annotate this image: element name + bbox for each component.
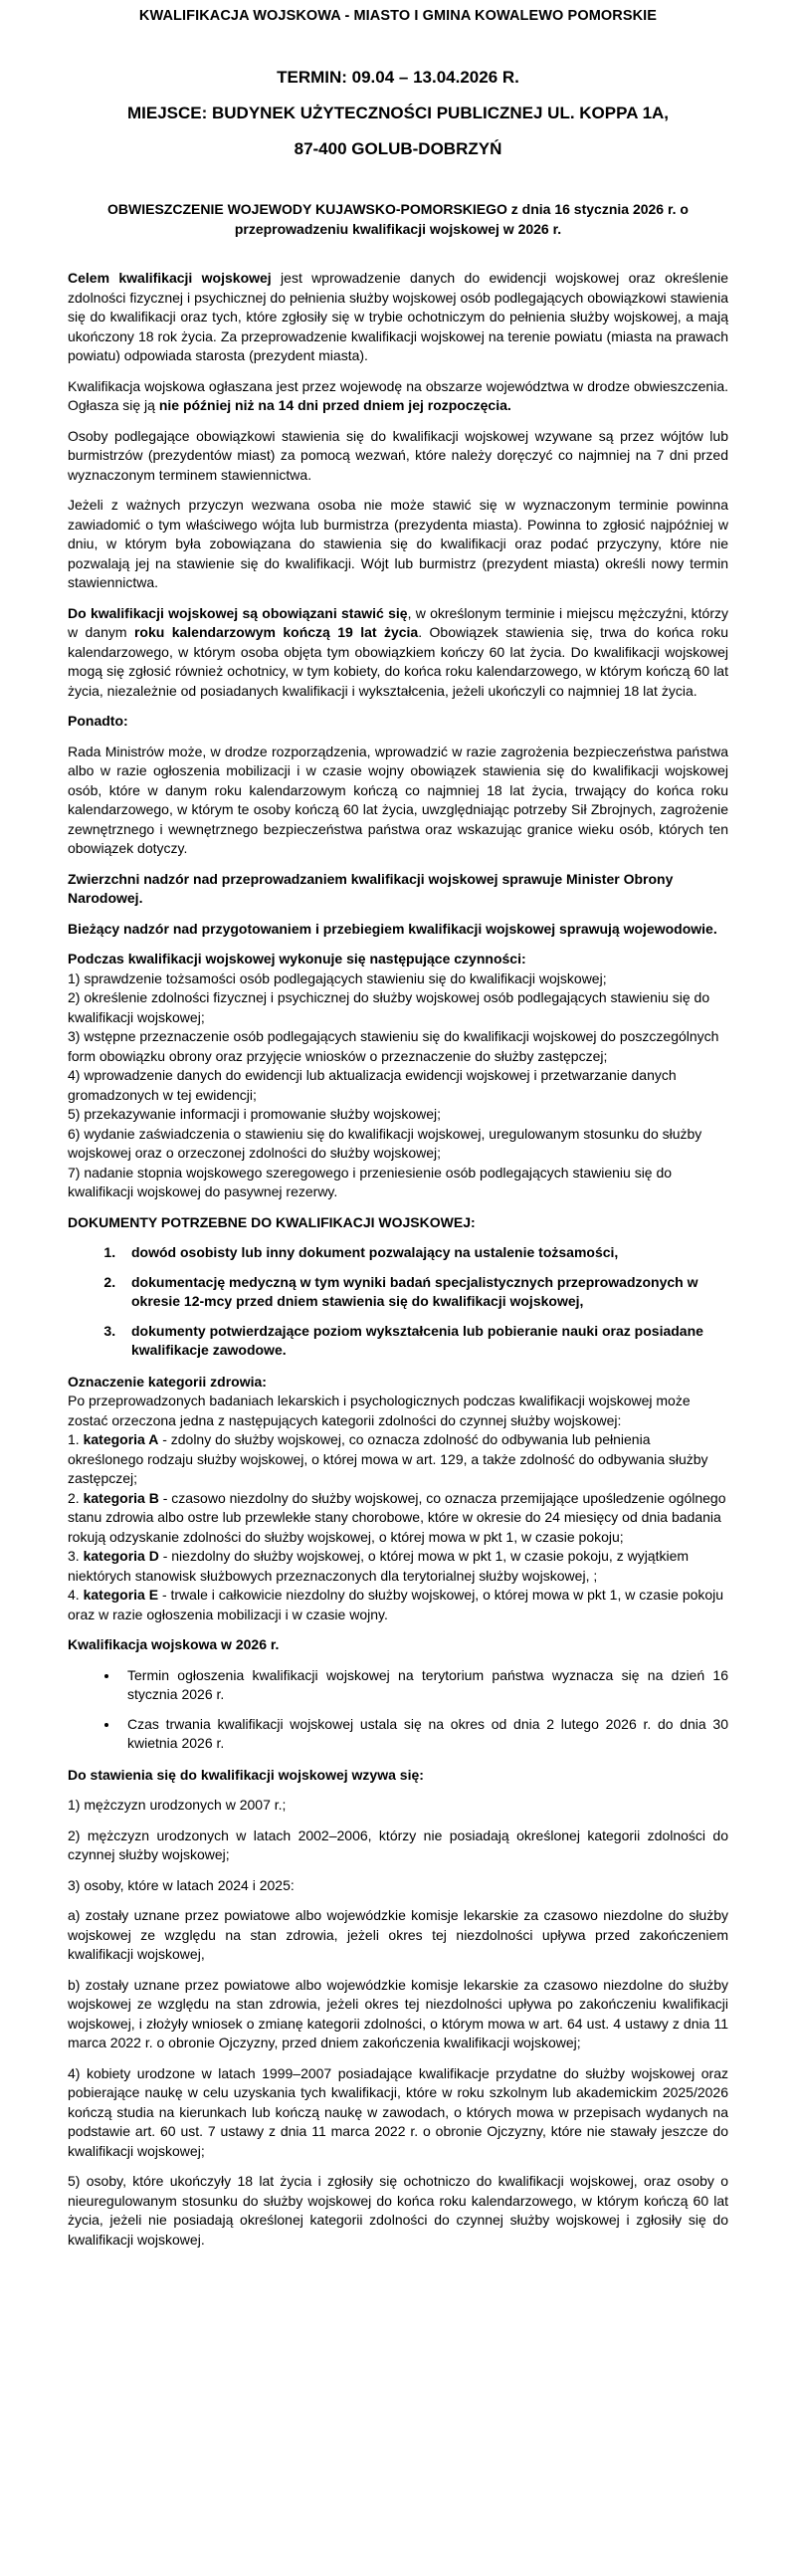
intro-paragraph-3: Osoby podlegające obowiązkowi stawienia się do kwalifikacji wojskowej wzywane są przez wójtów lub burmistrzów (prezydentów miast) za pomocą wezwań, które należy doręczyć co najmniej na 7 dni przed wyznaczonym terminem stawiennictwa.: [68, 427, 728, 483]
document-title: KWALIFIKACJA WOJSKOWA - MIASTO I GMINA KOWALEWO POMORSKIE: [138, 8, 658, 24]
intro-paragraph-4: Jeżeli z ważnych przyczyn wezwana osoba nie może stawić się w wyznaczonym terminie powinna zawiadomić o tym właściwego wójta lub burmistrza (prezydenta miasta). Powinna to zgłosić najpóźniej w dniu, w którym była zobowiązana do stawienia się do kwalifikacji oraz podać przyczyny, które nie pozwalają jej na stawienie się do kwalifikacji. Wójt lub burmistrz (prezydent miasta) określi nowy termin stawiennictwa.: [68, 497, 728, 590]
notice-heading: OBWIESZCZENIE WOJEWODY KUJAWSKO-POMORSKIEGO z dnia 16 stycznia 2026 r. o przeprowadzeniu kwalifikacji wojskowej w 2026 r.: [107, 201, 689, 237]
activity-item: 4) wprowadzenie danych do ewidencji lub aktualizacja ewidencji wojskowej i przetwarzanie danych gromadzonych w tej ewidencji;: [68, 1067, 677, 1103]
activity-item: 1) sprawdzenie tożsamości osób podlegających stawieniu się do kwalifikacji wojskowej;: [68, 969, 607, 986]
category-number: 1.: [68, 1431, 84, 1447]
document-item: 2. dokumentację medyczną w tym wyniki badań specjalistycznych przeprowadzonych w okresie 12-mcy przed dniem stawienia się do kwalifikacji wojskowej,: [119, 1273, 728, 1312]
ponadto-heading: Ponadto:: [68, 713, 128, 729]
intro-p1-bold: Celem kwalifikacji wojskowej: [68, 270, 272, 286]
summons-item: 3) osoby, które w latach 2024 i 2025:: [68, 1876, 295, 1893]
year2026-list: [68, 1666, 728, 1754]
activity-item: 2) określenie zdolności fizycznej i psychicznej do służby wojskowej osób podlegających stawieniu się do kwalifikacji wojskowej;: [68, 989, 710, 1025]
activity-item: 6) wydanie zaświadczenia o stawieniu się do kwalifikacji wojskowej, uregulowanym stosunku do służby wojskowej oraz o orzeczonej zdolności do służby wojskowej;: [68, 1125, 702, 1161]
category-label: kategoria A: [83, 1431, 159, 1447]
category-number: 3.: [68, 1548, 84, 1564]
health-category: [68, 1586, 728, 1624]
documents-heading: DOKUMENTY POTRZEBNE DO KWALIFIKACJI WOJSKOWEJ:: [68, 1213, 476, 1230]
supervision-current: Bieżący nadzór nad przygotowaniem i przebiegiem kwalifikacji wojskowej sprawują wojewodowie.: [68, 920, 717, 937]
summons-item: 4) kobiety urodzone w latach 1999–2007 posiadające kwalifikacje przydatne do służby wojskowej oraz pobierające naukę w celu uzyskania tych kwalifikacji, które w roku szkolnym lub akademickim 2025/2026 kończą studia na kierunkach lub kończą naukę w zawodach, o których mowa w przepisach wydanych na podstawie art. 60 ust. 7 ustawy z dnia 11 marca 2022 r. o obronie Ojczyzny, które nie stawały jeszcze do kwalifikacji wojskowej;: [68, 2064, 728, 2159]
intro-paragraph-5: [68, 604, 728, 702]
health-category: [68, 1489, 728, 1548]
category-text: - niezdolny do służby wojskowej, o której mowa w pkt 1, w czasie pokoju, z wyjątkiem niektórych stanowisk służbowych przeznaczonych dla terytorialnej służby wojskowej, ;: [68, 1548, 690, 1584]
category-text: - zdolny do służby wojskowej, co oznacza zdolność do odbywania lub pełnienia określonego rodzaju służby wojskowej, o której mowa w art. 129, a także zdolność do odbywania służby zastępczej;: [68, 1431, 708, 1486]
summons-item: 5) osoby, które ukończyły 18 lat życia i zgłosiły się ochotniczo do kwalifikacji wojskowej, oraz osoby o nieuregulowanym stosunku do służby wojskowej do końca roku kalendarzowego, w którym kończą 60 lat życia, jeżeli nie posiadają określonej kategorii zdolności do czynnej służby wojskowej i zgłosiły się do kwalifikacji wojskowej.: [68, 2173, 728, 2248]
supervision-top: Zwierzchni nadzór nad przeprowadzaniem kwalifikacji wojskowej sprawuje Minister Obrony Narodowej.: [68, 870, 674, 906]
intro-p5-text-1: , w określonym terminie i miejscu mężczyźni, którzy w danym: [68, 604, 729, 640]
activities-heading: Podczas kwalifikacji wojskowej wykonuje się następujące czynności:: [68, 951, 526, 966]
category-label: kategoria D: [83, 1548, 159, 1564]
intro-p5-text-2: . Obowiązek stawienia się, trwa do końca roku kalendarzowego, w którym osoba objęta tym obowiązkiem kończy 60 lat życia. Do kwalifikacji wojskowej mogą się zgłosić również ochotnicy, w tym kobiety, do końca roku kalendarzowego, w którym kończą 60 lat życia, niezależnie od posiadanych kwalifikacji i wykształcenia, jeżeli ukończyli co najmniej 18 lat życia.: [68, 624, 728, 699]
document-item: 3. dokumenty potwierdzające poziom wykształcenia lub pobieranie nauki oraz posiadane kwalifikacje zawodowe.: [119, 1322, 728, 1361]
health-heading: Oznaczenie kategorii zdrowia:: [68, 1373, 267, 1390]
intro-p1-text: jest wprowadzenie danych do ewidencji wojskowej oraz określenie zdolności fizycznej i psychicznej do pełnienia służby wojskowej osób podlegających obowiązkowi stawienia się do kwalifikacji oraz tych, które zgłosiły się w trybie ochotniczym do pełnienia służby wojskowej, a mają ukończony 18 rok życia. Za przeprowadzenie kwalifikacji wojskowej na terenie powiatu (miasta na prawach powiatu) odpowiada starosta (prezydent miasta).: [68, 270, 728, 363]
health-intro: Po przeprowadzonych badaniach lekarskich i psychologicznych podczas kwalifikacji wojskowej może zostać orzeczona jedna z następujących kategorii zdolności do czynnej służby wojskowej:: [68, 1393, 691, 1428]
activity-item: 7) nadanie stopnia wojskowego szeregowego i przeniesienie osób podlegających stawieniu się do kwalifikacji wojskowej do pasywnej rezerwy.: [68, 1164, 673, 1199]
ponadto-paragraph: Rada Ministrów może, w drodze rozporządzenia, wprowadzić w razie zagrożenia bezpieczeństwa państwa albo w razie ogłoszenia mobilizacji i w czasie wojny obowiązek stawienia się do kwalifikacji wojskowej osób, które w danym roku kalendarzowym kończą co najmniej 18 lat życia, trwający do końca roku kalendarzowego, w którym te osoby kończą 60 lat życia, uwzględniając potrzeby Sił Zbrojnych, zagrożenie zewnętrznego i wewnętrznego bezpieczeństwa państwa oraz wskazując granice wieku osób, których ten obowiązek dotyczy.: [68, 743, 728, 856]
health-category: [68, 1547, 728, 1586]
documents-list: [68, 1243, 728, 1361]
summons-item: a) zostały uznane przez powiatowe albo wojewódzkie komisje lekarskie za czasowo niezdolne do służby wojskowej ze względu na stan zdrowia, jeżeli okres tej niezdolności upływa przed zakończeniem kwalifikacji wojskowej,: [68, 1907, 728, 1962]
category-text: - czasowo niezdolny do służby wojskowej, co oznacza przemijające upośledzenie ogólnego stanu zdrowia albo ostre lub przewlekłe stany chorobowe, które w okresie do 24 miesięcy od dnia badania rokują odzyskanie zdolności do służby wojskowej, o której mowa w pkt 1, w czasie pokoju;: [68, 1489, 726, 1545]
health-category: [68, 1430, 728, 1489]
category-label: kategoria B: [83, 1489, 159, 1506]
intro-p5-bold-1: Do kwalifikacji wojskowej są obowiązani stawić się: [68, 604, 408, 621]
activities-section: [68, 950, 728, 1202]
summons-item: 2) mężczyzn urodzonych w latach 2002–2006, którzy nie posiadają określonej kategorii zdolności do czynnej służby wojskowej;: [68, 1826, 728, 1862]
intro-p2-text: Kwalifikacja wojskowa ogłaszana jest przez wojewodę na obszarze województwa w drodze obwieszczenia. Ogłasza się ją: [68, 377, 728, 413]
summons-item: b) zostały uznane przez powiatowe albo wojewódzkie komisje lekarskie za czasowo niezdolne do służby wojskowej ze względu na stan zdrowia, jeżeli okres tej niezdolności upływa po zakończeniu kwalifikacji wojskowej, i złożyły wniosek o zmianę kategorii zdolności, o którym mowa w art. 64 ust. 4 ustawy z dnia 11 marca 2022 r. o obronie Ojczyzny, przed dniem zakończenia kwalifikacji wojskowej;: [68, 1976, 728, 2050]
category-number: 4.: [68, 1587, 84, 1603]
year2026-item: • Termin ogłoszenia kwalifikacji wojskowej na terytorium państwa wyznacza się na dzień 16 stycznia 2026 r.: [119, 1666, 728, 1705]
activity-item: 3) wstępne przeznaczenie osób podlegających stawieniu się do kwalifikacji wojskowej do poszczególnych form obowiązku obrony oraz przyjęcie wniosków o przeznaczenie do służby zastępczej;: [68, 1028, 719, 1064]
intro-paragraph-1: [68, 269, 728, 366]
summons-heading: Do stawienia się do kwalifikacji wojskowej wzywa się:: [68, 1766, 424, 1783]
intro-paragraph-2: [68, 377, 728, 416]
activity-item: 5) przekazywanie informacji i promowanie służby wojskowej;: [68, 1106, 442, 1122]
document-item: 1. dowód osobisty lub inny dokument pozwalający na ustalenie tożsamości,: [119, 1243, 728, 1263]
term-line: TERMIN: 09.04 – 13.04.2026 R.: [277, 68, 519, 87]
address-line: 87-400 GOLUB-DOBRZYŃ: [294, 139, 502, 158]
year2026-heading: Kwalifikacja wojskowa w 2026 r.: [68, 1636, 280, 1652]
intro-p5-bold-2: roku kalendarzowym kończą 19 lat życia: [133, 624, 419, 640]
category-number: 2.: [68, 1489, 84, 1506]
category-text: - trwale i całkowicie niezdolny do służby wojskowej, o której mowa w pkt 1, w czasie pokoju oraz w razie ogłoszenia mobilizacji i w czasie wojny.: [68, 1587, 724, 1622]
place-line: MIEJSCE: BUDYNEK UŻYTECZNOŚCI PUBLICZNEJ UL. KOPPA 1A,: [126, 104, 670, 122]
health-section: [68, 1373, 728, 1625]
intro-p2-bold: nie później niż na 14 dni przed dniem jej rozpoczęcia.: [158, 397, 511, 413]
summons-item: 1) mężczyzn urodzonych w 2007 r.;: [68, 1797, 287, 1813]
year2026-item: • Czas trwania kwalifikacji wojskowej ustala się na okres od dnia 2 lutego 2026 r. do dnia 30 kwietnia 2026 r.: [119, 1715, 728, 1754]
category-label: kategoria E: [83, 1587, 159, 1603]
